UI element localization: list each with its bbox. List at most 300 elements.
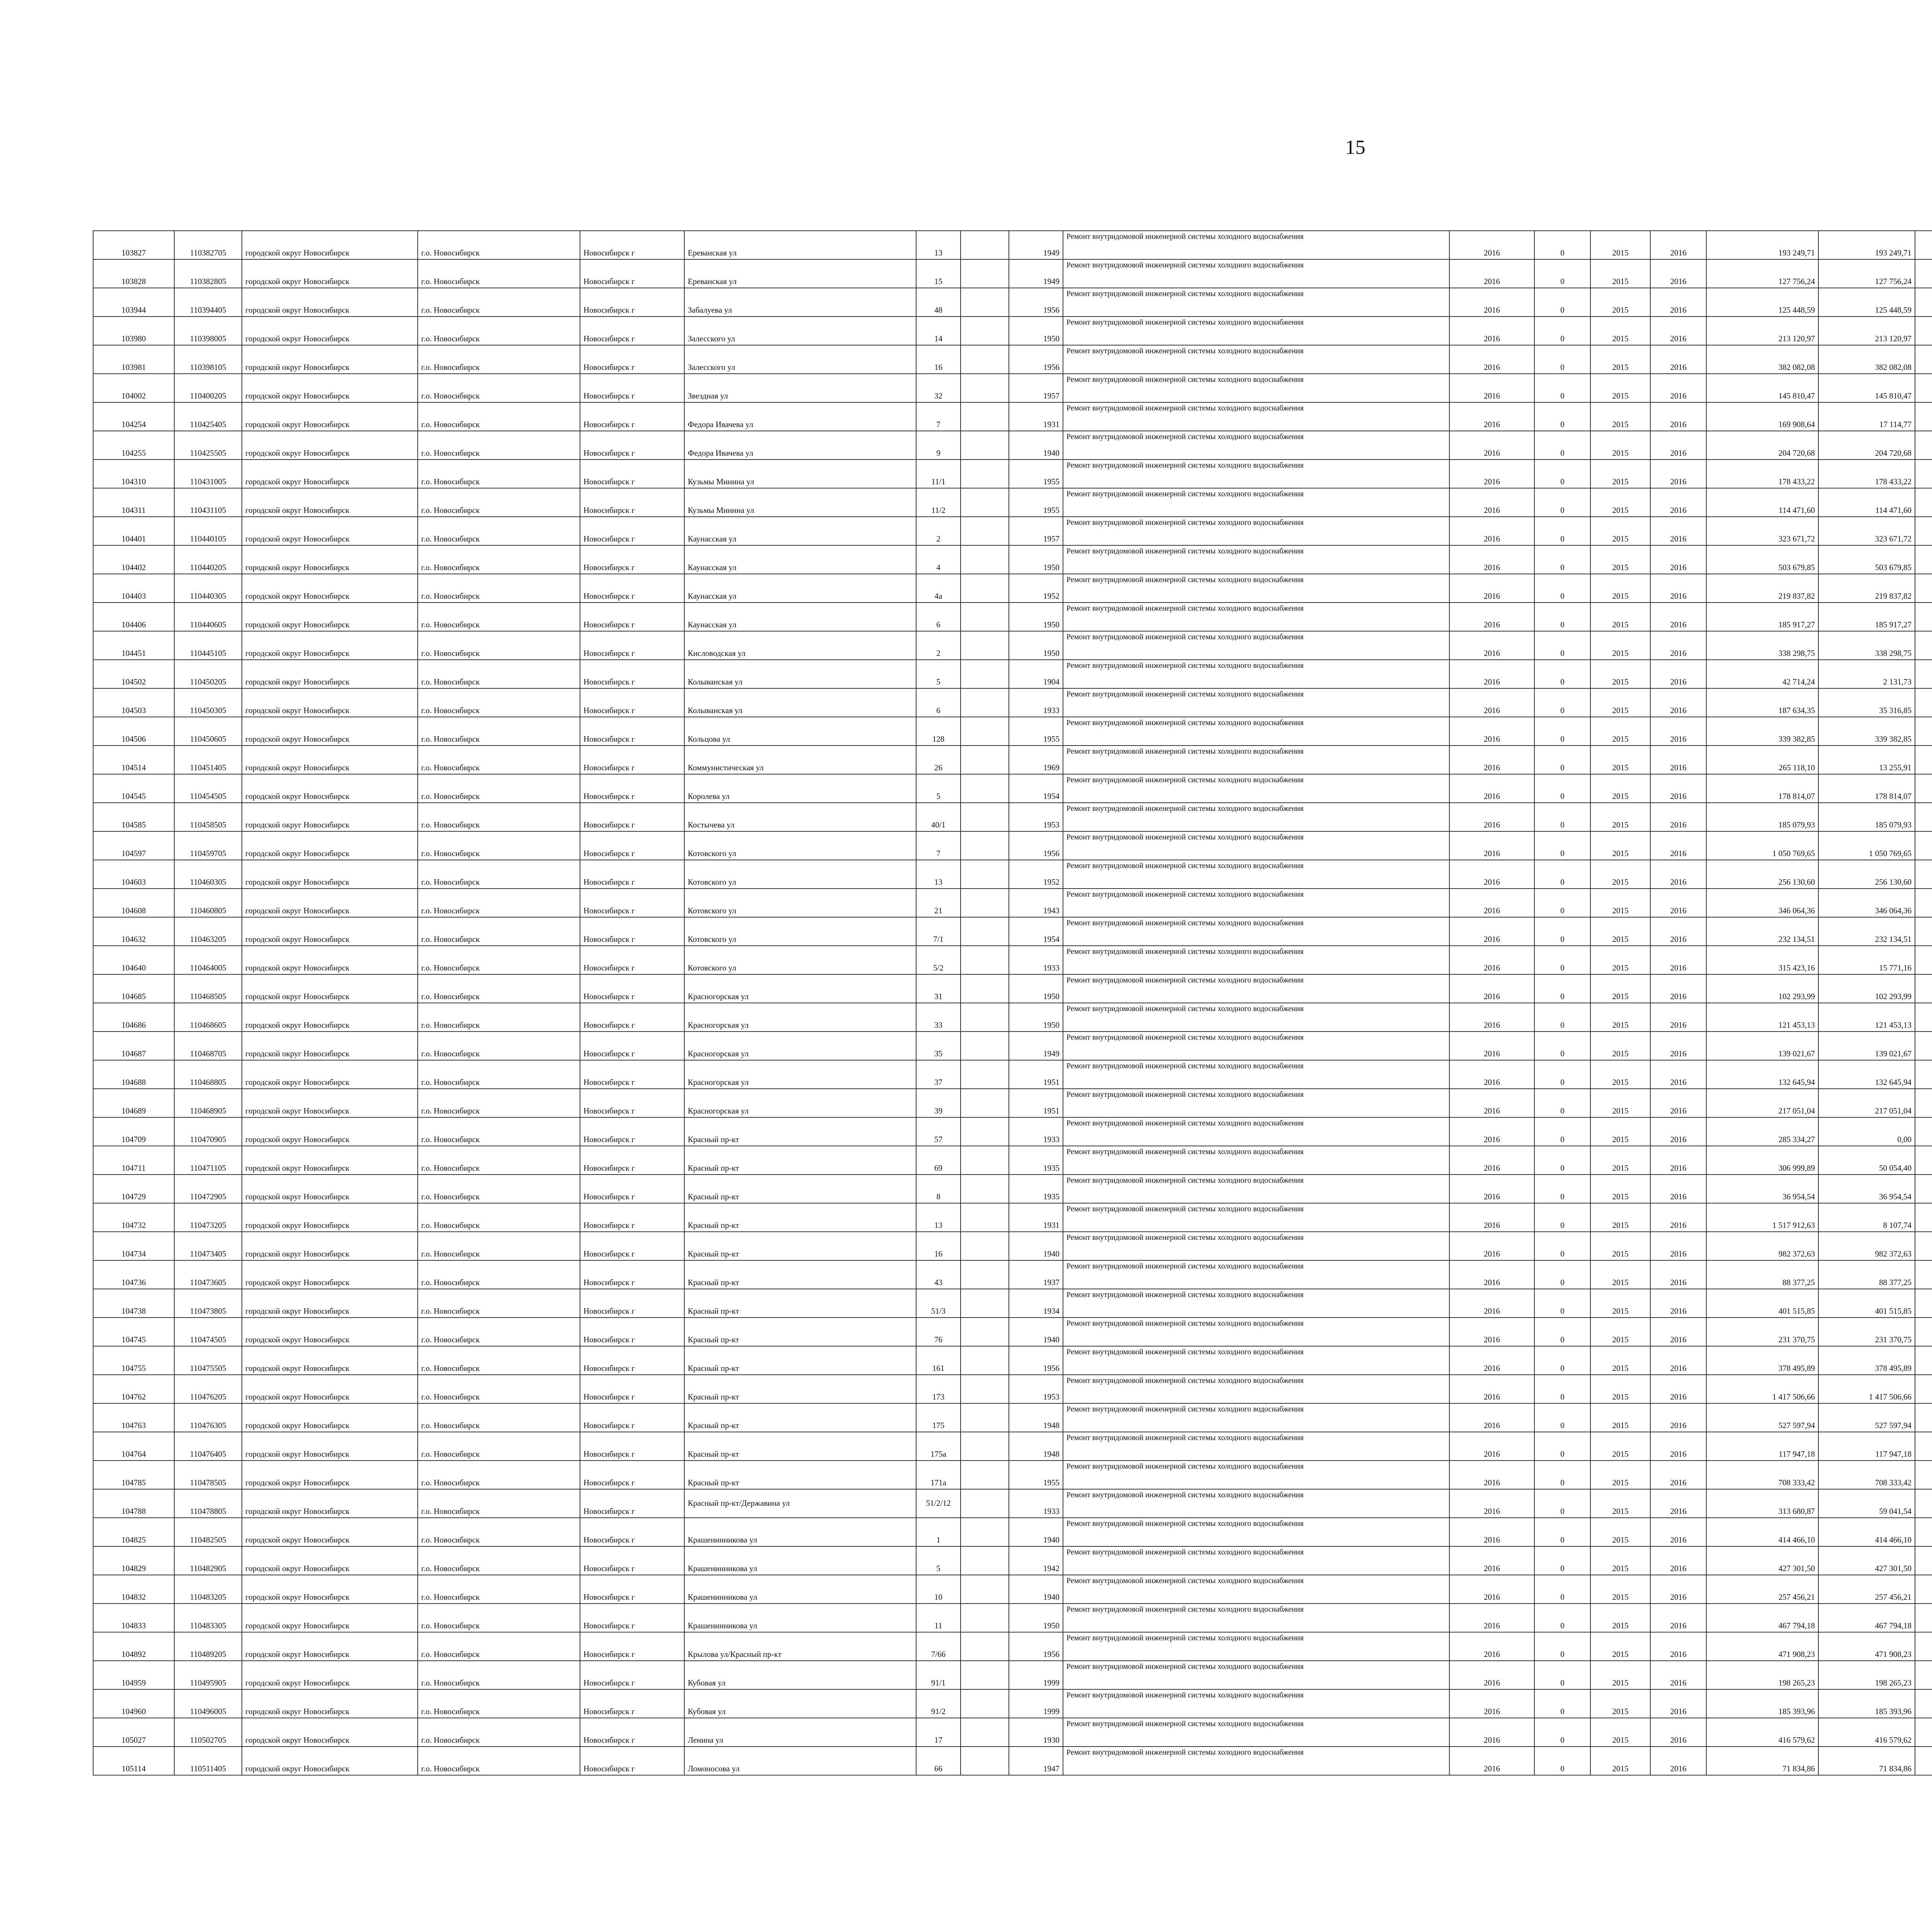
cell-zero: 0 xyxy=(1534,603,1590,631)
cell-y1: 2015 xyxy=(1590,1203,1650,1232)
cell-total: 204 720,68 xyxy=(1706,431,1818,460)
cell-zero: 0 xyxy=(1534,1003,1590,1032)
cell-zero: 0 xyxy=(1534,1632,1590,1661)
cell-y2: 2016 xyxy=(1650,1518,1706,1546)
cell-okrug: г.о. Новосибирск xyxy=(418,1546,580,1575)
cell-y1: 2015 xyxy=(1590,1689,1650,1718)
cell-street: Каунасская ул xyxy=(684,545,916,574)
cell-code: 110394405 xyxy=(174,288,242,317)
cell-house: 33 xyxy=(916,1003,961,1032)
cell-work: Ремонт внутридомовой инженерной системы холодного водоснабжения xyxy=(1063,1575,1449,1604)
cell-mun: городской округ Новосибирск xyxy=(242,1747,418,1775)
cell-mun: городской округ Новосибирск xyxy=(242,1632,418,1661)
cell-work: Ремонт внутридомовой инженерной системы холодного водоснабжения xyxy=(1063,860,1449,889)
cell-okrug: г.о. Новосибирск xyxy=(418,545,580,574)
cell-y1: 2015 xyxy=(1590,1461,1650,1489)
cell-house: 1 xyxy=(916,1518,961,1546)
cell-plan: 2016 xyxy=(1449,1089,1534,1117)
cell-okrug: г.о. Новосибирск xyxy=(418,746,580,774)
cell-fund: 185 079,93 xyxy=(1818,803,1915,831)
cell-bld xyxy=(961,1632,1009,1661)
cell-okrug: г.о. Новосибирск xyxy=(418,259,580,288)
cell-city: Новосибирск г xyxy=(580,1461,684,1489)
cell-year: 1950 xyxy=(1009,1003,1063,1032)
cell-fund: 382 082,08 xyxy=(1818,345,1915,374)
cell-plan: 2016 xyxy=(1449,660,1534,688)
cell-mun: городской округ Новосибирск xyxy=(242,917,418,946)
cell-work: Ремонт внутридомовой инженерной системы холодного водоснабжения xyxy=(1063,1689,1449,1718)
cell-y2: 2016 xyxy=(1650,917,1706,946)
cell-year: 1949 xyxy=(1009,259,1063,288)
cell-id: 104401 xyxy=(93,517,174,545)
cell-y1: 2015 xyxy=(1590,803,1650,831)
cell-id: 104738 xyxy=(93,1289,174,1318)
cell-fund: 198 265,23 xyxy=(1818,1661,1915,1689)
cell-fund: 50 054,40 xyxy=(1818,1146,1915,1175)
cell-house: 16 xyxy=(916,345,961,374)
cell-mun: городской округ Новосибирск xyxy=(242,1032,418,1060)
cell-street: Звездная ул xyxy=(684,374,916,402)
table-row xyxy=(93,1489,1932,1518)
cell-c1 xyxy=(1915,1432,1932,1461)
table-row xyxy=(93,345,1932,374)
cell-id: 104311 xyxy=(93,488,174,517)
cell-street: Каунасская ул xyxy=(684,603,916,631)
cell-c1 xyxy=(1915,1689,1932,1718)
cell-y2: 2016 xyxy=(1650,1175,1706,1203)
cell-city: Новосибирск г xyxy=(580,431,684,460)
table-row xyxy=(93,402,1932,431)
cell-zero: 0 xyxy=(1534,860,1590,889)
cell-work: Ремонт внутридомовой инженерной системы холодного водоснабжения xyxy=(1063,831,1449,860)
table-row xyxy=(93,1403,1932,1432)
cell-c1 xyxy=(1915,1032,1932,1060)
cell-mun: городской округ Новосибирск xyxy=(242,831,418,860)
cell-mun: городской округ Новосибирск xyxy=(242,1689,418,1718)
cell-id: 104736 xyxy=(93,1260,174,1289)
cell-street: Котовского ул xyxy=(684,889,916,917)
cell-house: 9 xyxy=(916,431,961,460)
cell-house: 5/2 xyxy=(916,946,961,974)
cell-id: 104514 xyxy=(93,746,174,774)
table-row xyxy=(93,288,1932,317)
cell-year: 1951 xyxy=(1009,1089,1063,1117)
cell-house: 66 xyxy=(916,1747,961,1775)
cell-city: Новосибирск г xyxy=(580,688,684,717)
cell-total: 306 999,89 xyxy=(1706,1146,1818,1175)
cell-fund: 323 671,72 xyxy=(1818,517,1915,545)
cell-code: 110459705 xyxy=(174,831,242,860)
cell-id: 104640 xyxy=(93,946,174,974)
cell-city: Новосибирск г xyxy=(580,1375,684,1403)
cell-year: 1948 xyxy=(1009,1403,1063,1432)
cell-year: 1955 xyxy=(1009,488,1063,517)
registry-table xyxy=(93,230,1932,1776)
cell-plan: 2016 xyxy=(1449,831,1534,860)
cell-work: Ремонт внутридомовой инженерной системы холодного водоснабжения xyxy=(1063,889,1449,917)
cell-y1: 2015 xyxy=(1590,1632,1650,1661)
cell-c1 xyxy=(1915,1232,1932,1260)
cell-street: Кубовая ул xyxy=(684,1689,916,1718)
cell-total: 467 794,18 xyxy=(1706,1604,1818,1632)
cell-c1 xyxy=(1915,231,1932,259)
cell-street: Крашенинникова ул xyxy=(684,1604,916,1632)
cell-id: 105027 xyxy=(93,1718,174,1747)
cell-c1 xyxy=(1915,1575,1932,1604)
cell-total: 471 908,23 xyxy=(1706,1632,1818,1661)
cell-y1: 2015 xyxy=(1590,631,1650,660)
cell-y1: 2015 xyxy=(1590,1289,1650,1318)
cell-id: 104688 xyxy=(93,1060,174,1089)
cell-code: 110489205 xyxy=(174,1632,242,1661)
cell-house: 91/2 xyxy=(916,1689,961,1718)
cell-y1: 2015 xyxy=(1590,774,1650,803)
table-row xyxy=(93,259,1932,288)
cell-street: Забалуева ул xyxy=(684,288,916,317)
cell-y1: 2015 xyxy=(1590,1346,1650,1375)
cell-year: 1948 xyxy=(1009,1432,1063,1461)
cell-house: 35 xyxy=(916,1032,961,1060)
cell-code: 110382805 xyxy=(174,259,242,288)
cell-y2: 2016 xyxy=(1650,460,1706,488)
cell-city: Новосибирск г xyxy=(580,288,684,317)
cell-house: 175 xyxy=(916,1403,961,1432)
cell-house: 6 xyxy=(916,603,961,631)
cell-id: 104686 xyxy=(93,1003,174,1032)
cell-fund: 338 298,75 xyxy=(1818,631,1915,660)
cell-zero: 0 xyxy=(1534,774,1590,803)
cell-c1 xyxy=(1915,1117,1932,1146)
table-row xyxy=(93,688,1932,717)
cell-house: 39 xyxy=(916,1089,961,1117)
cell-bld xyxy=(961,1403,1009,1432)
cell-y1: 2015 xyxy=(1590,603,1650,631)
cell-bld xyxy=(961,603,1009,631)
cell-total: 232 134,51 xyxy=(1706,917,1818,946)
cell-year: 1940 xyxy=(1009,1575,1063,1604)
cell-plan: 2016 xyxy=(1449,746,1534,774)
cell-y2: 2016 xyxy=(1650,774,1706,803)
cell-y1: 2015 xyxy=(1590,946,1650,974)
cell-id: 104825 xyxy=(93,1518,174,1546)
table-row xyxy=(93,1117,1932,1146)
cell-fund: 117 947,18 xyxy=(1818,1432,1915,1461)
cell-y2: 2016 xyxy=(1650,317,1706,345)
cell-y1: 2015 xyxy=(1590,288,1650,317)
cell-plan: 2016 xyxy=(1449,860,1534,889)
cell-fund: 217 051,04 xyxy=(1818,1089,1915,1117)
cell-y2: 2016 xyxy=(1650,1661,1706,1689)
table-row xyxy=(93,1060,1932,1089)
cell-city: Новосибирск г xyxy=(580,1403,684,1432)
cell-plan: 2016 xyxy=(1449,288,1534,317)
cell-work: Ремонт внутридомовой инженерной системы холодного водоснабжения xyxy=(1063,746,1449,774)
table-row xyxy=(93,1575,1932,1604)
cell-y2: 2016 xyxy=(1650,545,1706,574)
cell-y2: 2016 xyxy=(1650,631,1706,660)
cell-year: 1931 xyxy=(1009,1203,1063,1232)
cell-plan: 2016 xyxy=(1449,1232,1534,1260)
cell-y1: 2015 xyxy=(1590,1089,1650,1117)
cell-house: 57 xyxy=(916,1117,961,1146)
cell-c1 xyxy=(1915,345,1932,374)
cell-total: 217 051,04 xyxy=(1706,1089,1818,1117)
cell-mun: городской округ Новосибирск xyxy=(242,1203,418,1232)
cell-okrug: г.о. Новосибирск xyxy=(418,1432,580,1461)
cell-fund: 0,00 xyxy=(1818,1117,1915,1146)
cell-bld xyxy=(961,946,1009,974)
cell-fund: 145 810,47 xyxy=(1818,374,1915,402)
cell-y2: 2016 xyxy=(1650,1117,1706,1146)
cell-mun: городской округ Новосибирск xyxy=(242,460,418,488)
cell-zero: 0 xyxy=(1534,345,1590,374)
cell-street: Колыванская ул xyxy=(684,660,916,688)
cell-bld xyxy=(961,1718,1009,1747)
cell-id: 104711 xyxy=(93,1146,174,1175)
cell-fund: 185 393,96 xyxy=(1818,1689,1915,1718)
cell-code: 110431005 xyxy=(174,460,242,488)
cell-zero: 0 xyxy=(1534,803,1590,831)
table-row xyxy=(93,1232,1932,1260)
cell-zero: 0 xyxy=(1534,374,1590,402)
cell-y1: 2015 xyxy=(1590,1260,1650,1289)
cell-okrug: г.о. Новосибирск xyxy=(418,831,580,860)
table-row xyxy=(93,889,1932,917)
cell-total: 503 679,85 xyxy=(1706,545,1818,574)
cell-fund: 125 448,59 xyxy=(1818,288,1915,317)
cell-work: Ремонт внутридомовой инженерной системы холодного водоснабжения xyxy=(1063,946,1449,974)
cell-mun: городской округ Новосибирск xyxy=(242,1403,418,1432)
cell-bld xyxy=(961,1461,1009,1489)
cell-okrug: г.о. Новосибирск xyxy=(418,946,580,974)
cell-total: 256 130,60 xyxy=(1706,860,1818,889)
cell-fund: 427 301,50 xyxy=(1818,1546,1915,1575)
cell-total: 1 517 912,63 xyxy=(1706,1203,1818,1232)
cell-house: 76 xyxy=(916,1318,961,1346)
cell-y1: 2015 xyxy=(1590,1518,1650,1546)
cell-street: Залесского ул xyxy=(684,345,916,374)
cell-bld xyxy=(961,1032,1009,1060)
cell-y2: 2016 xyxy=(1650,1289,1706,1318)
cell-okrug: г.о. Новосибирск xyxy=(418,1747,580,1775)
cell-okrug: г.о. Новосибирск xyxy=(418,1403,580,1432)
cell-plan: 2016 xyxy=(1449,1489,1534,1518)
cell-work: Ремонт внутридомовой инженерной системы холодного водоснабжения xyxy=(1063,1747,1449,1775)
cell-mun: городской округ Новосибирск xyxy=(242,259,418,288)
cell-okrug: г.о. Новосибирск xyxy=(418,1718,580,1747)
cell-bld xyxy=(961,1260,1009,1289)
cell-fund: 467 794,18 xyxy=(1818,1604,1915,1632)
cell-y2: 2016 xyxy=(1650,1689,1706,1718)
cell-city: Новосибирск г xyxy=(580,1203,684,1232)
cell-okrug: г.о. Новосибирск xyxy=(418,1518,580,1546)
cell-work: Ремонт внутридомовой инженерной системы холодного водоснабжения xyxy=(1063,1661,1449,1689)
cell-id: 105114 xyxy=(93,1747,174,1775)
cell-id: 104402 xyxy=(93,545,174,574)
table-row xyxy=(93,1003,1932,1032)
cell-y1: 2015 xyxy=(1590,545,1650,574)
cell-code: 110471105 xyxy=(174,1146,242,1175)
cell-plan: 2016 xyxy=(1449,1575,1534,1604)
cell-okrug: г.о. Новосибирск xyxy=(418,517,580,545)
cell-code: 110450305 xyxy=(174,688,242,717)
cell-year: 1947 xyxy=(1009,1747,1063,1775)
cell-zero: 0 xyxy=(1534,574,1590,603)
cell-house: 11/1 xyxy=(916,460,961,488)
cell-id: 104689 xyxy=(93,1089,174,1117)
cell-y2: 2016 xyxy=(1650,1260,1706,1289)
cell-total: 102 293,99 xyxy=(1706,974,1818,1003)
cell-okrug: г.о. Новосибирск xyxy=(418,345,580,374)
cell-fund: 1 417 506,66 xyxy=(1818,1375,1915,1403)
cell-code: 110478805 xyxy=(174,1489,242,1518)
cell-y2: 2016 xyxy=(1650,1747,1706,1775)
cell-fund: 178 814,07 xyxy=(1818,774,1915,803)
cell-zero: 0 xyxy=(1534,1546,1590,1575)
table-row xyxy=(93,1747,1932,1775)
cell-y1: 2015 xyxy=(1590,974,1650,1003)
cell-y2: 2016 xyxy=(1650,746,1706,774)
cell-mun: городской округ Новосибирск xyxy=(242,660,418,688)
cell-work: Ремонт внутридомовой инженерной системы холодного водоснабжения xyxy=(1063,431,1449,460)
cell-zero: 0 xyxy=(1534,1232,1590,1260)
table-row xyxy=(93,631,1932,660)
cell-year: 1956 xyxy=(1009,1346,1063,1375)
cell-work: Ремонт внутридомовой инженерной системы холодного водоснабжения xyxy=(1063,1546,1449,1575)
cell-okrug: г.о. Новосибирск xyxy=(418,402,580,431)
cell-total: 527 597,94 xyxy=(1706,1403,1818,1432)
cell-zero: 0 xyxy=(1534,717,1590,746)
cell-okrug: г.о. Новосибирск xyxy=(418,231,580,259)
cell-house: 7/1 xyxy=(916,917,961,946)
cell-mun: городской округ Новосибирск xyxy=(242,1346,418,1375)
cell-work: Ремонт внутридомовой инженерной системы холодного водоснабжения xyxy=(1063,1175,1449,1203)
cell-city: Новосибирск г xyxy=(580,1747,684,1775)
cell-code: 110495905 xyxy=(174,1661,242,1689)
cell-plan: 2016 xyxy=(1449,688,1534,717)
cell-city: Новосибирск г xyxy=(580,717,684,746)
cell-id: 103827 xyxy=(93,231,174,259)
cell-fund: 13 255,91 xyxy=(1818,746,1915,774)
cell-code: 110398005 xyxy=(174,317,242,345)
cell-c1 xyxy=(1915,488,1932,517)
cell-fund: 257 456,21 xyxy=(1818,1575,1915,1604)
cell-y2: 2016 xyxy=(1650,1375,1706,1403)
cell-zero: 0 xyxy=(1534,1060,1590,1089)
cell-y2: 2016 xyxy=(1650,488,1706,517)
cell-city: Новосибирск г xyxy=(580,1232,684,1260)
cell-y1: 2015 xyxy=(1590,488,1650,517)
cell-c1 xyxy=(1915,1003,1932,1032)
cell-okrug: г.о. Новосибирск xyxy=(418,288,580,317)
cell-y1: 2015 xyxy=(1590,231,1650,259)
cell-total: 219 837,82 xyxy=(1706,574,1818,603)
cell-house: 2 xyxy=(916,631,961,660)
cell-id: 104687 xyxy=(93,1032,174,1060)
cell-zero: 0 xyxy=(1534,460,1590,488)
cell-mun: городской округ Новосибирск xyxy=(242,1003,418,1032)
cell-street: Федора Ивачева ул xyxy=(684,402,916,431)
cell-total: 1 417 506,66 xyxy=(1706,1375,1818,1403)
cell-work: Ремонт внутридомовой инженерной системы холодного водоснабжения xyxy=(1063,288,1449,317)
cell-street: Крылова ул/Красный пр-кт xyxy=(684,1632,916,1661)
cell-okrug: г.о. Новосибирск xyxy=(418,460,580,488)
cell-mun: городской округ Новосибирск xyxy=(242,889,418,917)
cell-y2: 2016 xyxy=(1650,1461,1706,1489)
cell-c1 xyxy=(1915,946,1932,974)
cell-c1 xyxy=(1915,803,1932,831)
cell-y2: 2016 xyxy=(1650,1203,1706,1232)
cell-c1 xyxy=(1915,889,1932,917)
cell-c1 xyxy=(1915,259,1932,288)
cell-total: 708 333,42 xyxy=(1706,1461,1818,1489)
cell-city: Новосибирск г xyxy=(580,460,684,488)
cell-street: Ереванская ул xyxy=(684,231,916,259)
cell-y1: 2015 xyxy=(1590,1546,1650,1575)
cell-okrug: г.о. Новосибирск xyxy=(418,1003,580,1032)
cell-city: Новосибирск г xyxy=(580,974,684,1003)
cell-zero: 0 xyxy=(1534,974,1590,1003)
cell-y2: 2016 xyxy=(1650,860,1706,889)
cell-work: Ремонт внутридомовой инженерной системы холодного водоснабжения xyxy=(1063,1260,1449,1289)
cell-fund: 102 293,99 xyxy=(1818,974,1915,1003)
cell-mun: городской округ Новосибирск xyxy=(242,574,418,603)
cell-bld xyxy=(961,1232,1009,1260)
cell-id: 104502 xyxy=(93,660,174,688)
cell-code: 110483305 xyxy=(174,1604,242,1632)
cell-year: 1957 xyxy=(1009,374,1063,402)
cell-bld xyxy=(961,1175,1009,1203)
cell-c1 xyxy=(1915,1318,1932,1346)
cell-y2: 2016 xyxy=(1650,717,1706,746)
cell-house: 11 xyxy=(916,1604,961,1632)
cell-street: Красный пр-кт xyxy=(684,1432,916,1461)
cell-zero: 0 xyxy=(1534,1689,1590,1718)
cell-zero: 0 xyxy=(1534,1575,1590,1604)
cell-bld xyxy=(961,317,1009,345)
cell-code: 110431105 xyxy=(174,488,242,517)
cell-c1 xyxy=(1915,1289,1932,1318)
cell-id: 103828 xyxy=(93,259,174,288)
cell-year: 1956 xyxy=(1009,345,1063,374)
cell-okrug: г.о. Новосибирск xyxy=(418,1146,580,1175)
cell-street: Кисловодская ул xyxy=(684,631,916,660)
cell-fund: 232 134,51 xyxy=(1818,917,1915,946)
cell-zero: 0 xyxy=(1534,1518,1590,1546)
cell-street: Красный пр-кт xyxy=(684,1461,916,1489)
cell-id: 104255 xyxy=(93,431,174,460)
cell-total: 187 634,35 xyxy=(1706,688,1818,717)
cell-zero: 0 xyxy=(1534,946,1590,974)
cell-fund: 35 316,85 xyxy=(1818,688,1915,717)
cell-zero: 0 xyxy=(1534,1432,1590,1461)
cell-year: 1950 xyxy=(1009,1604,1063,1632)
cell-house: 175а xyxy=(916,1432,961,1461)
cell-c1 xyxy=(1915,774,1932,803)
cell-okrug: г.о. Новосибирск xyxy=(418,488,580,517)
cell-year: 1949 xyxy=(1009,231,1063,259)
table-row xyxy=(93,603,1932,631)
table-row xyxy=(93,1718,1932,1747)
cell-c1 xyxy=(1915,1546,1932,1575)
cell-y1: 2015 xyxy=(1590,1661,1650,1689)
cell-house: 173 xyxy=(916,1375,961,1403)
cell-total: 132 645,94 xyxy=(1706,1060,1818,1089)
cell-plan: 2016 xyxy=(1449,1403,1534,1432)
cell-street: Коммунистическая ул xyxy=(684,746,916,774)
cell-fund: 36 954,54 xyxy=(1818,1175,1915,1203)
cell-y2: 2016 xyxy=(1650,1489,1706,1518)
